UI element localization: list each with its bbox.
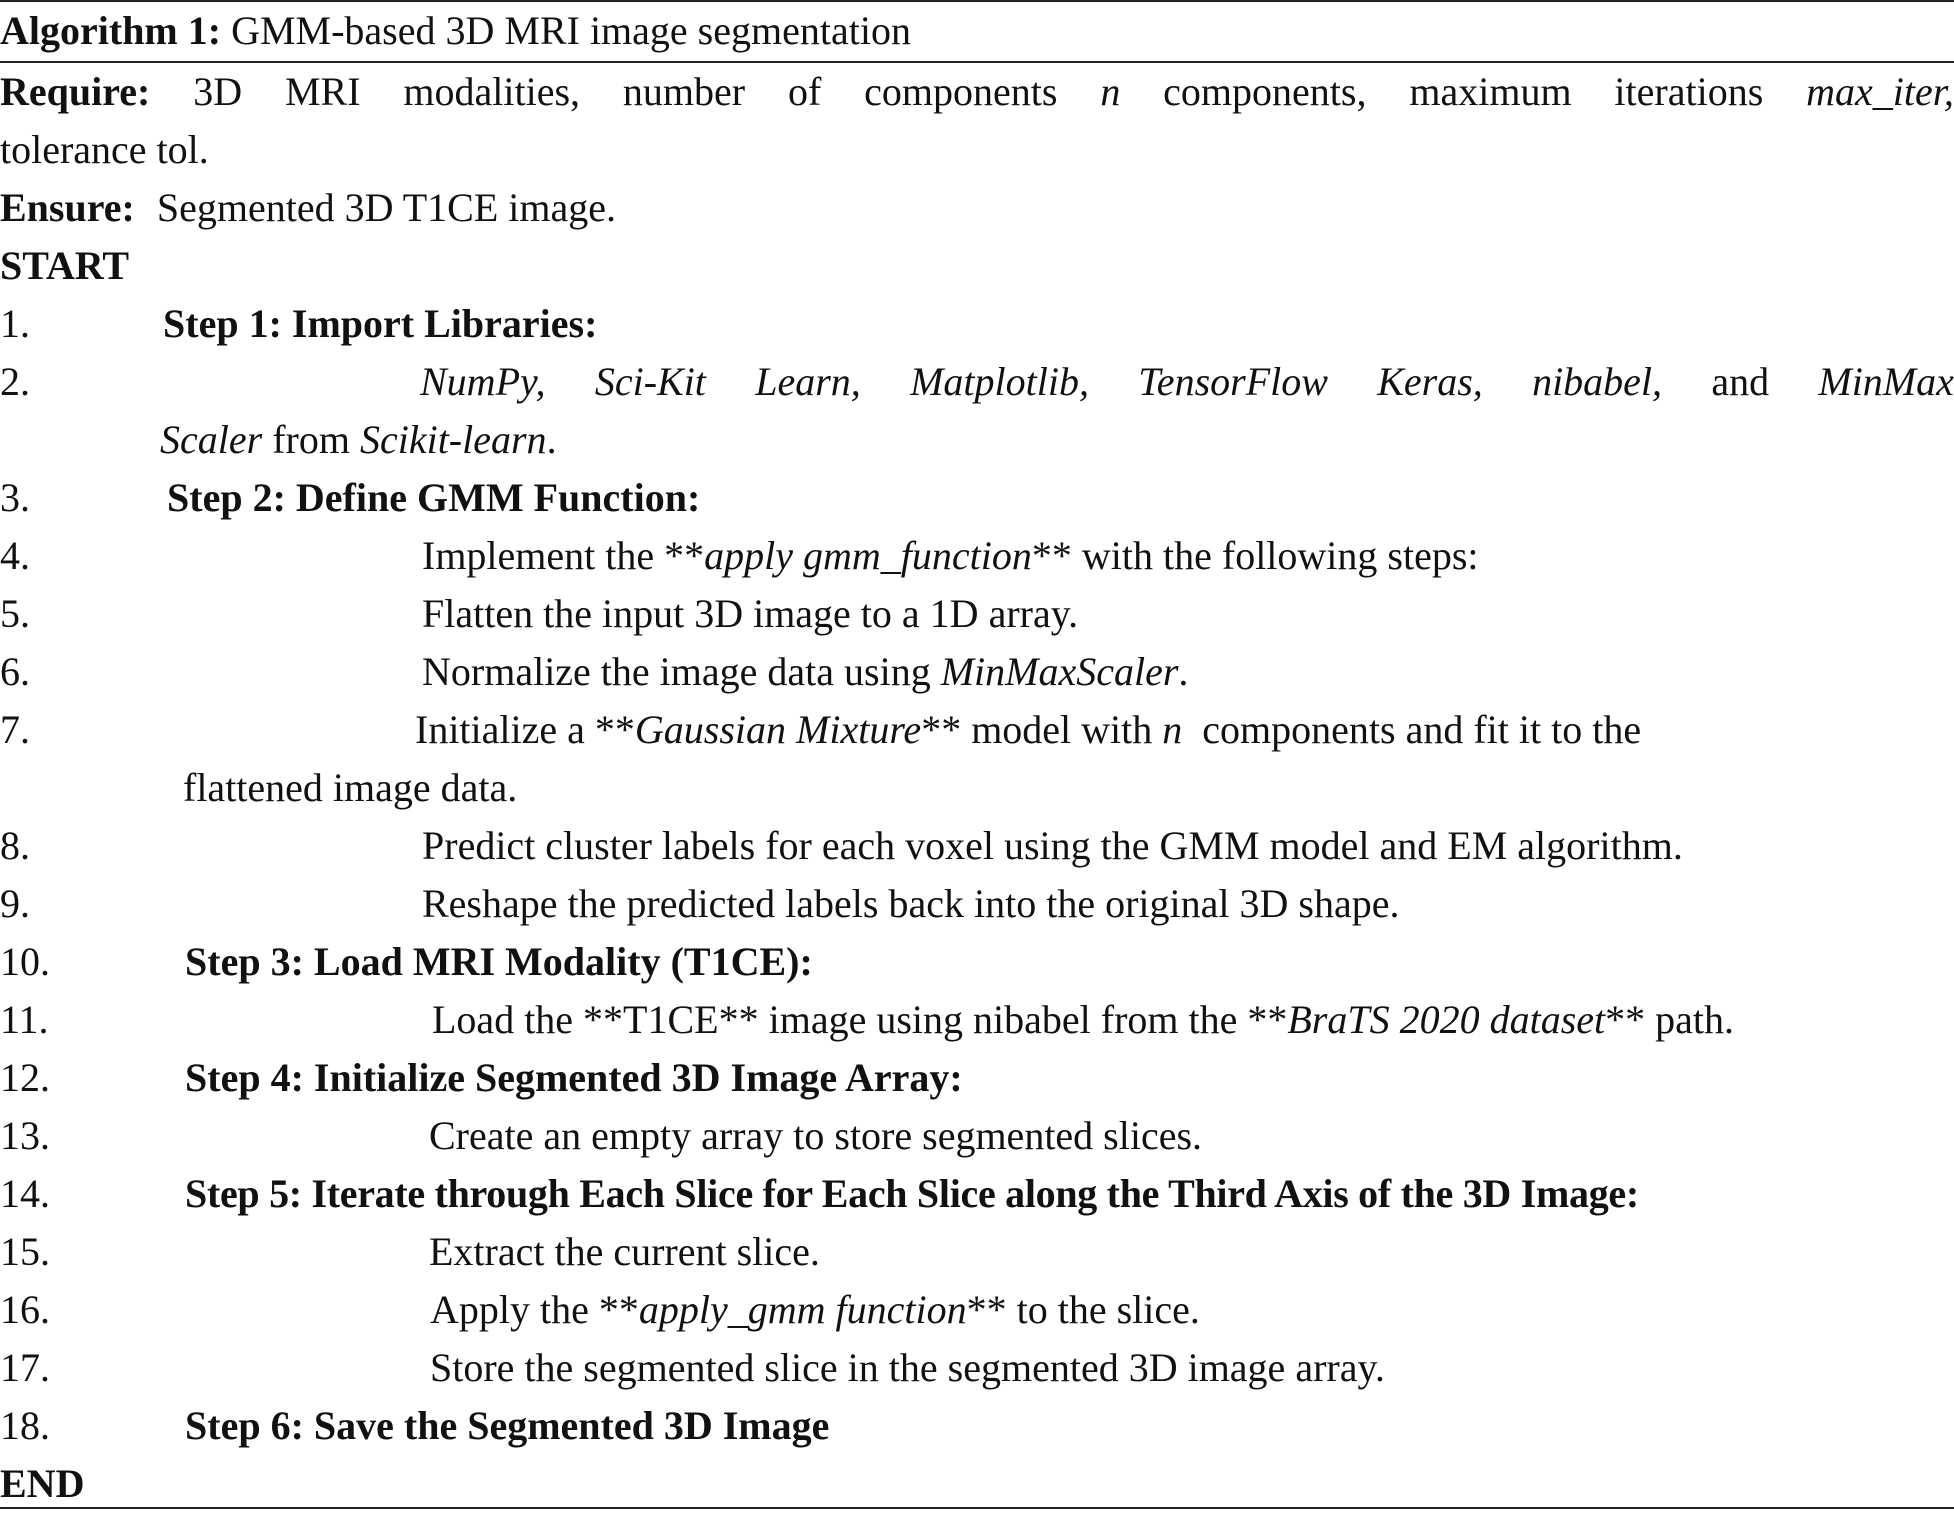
- start-label: START: [0, 243, 130, 288]
- step-line-2: [0, 353, 1954, 411]
- algorithm-label: Algorithm 1:: [0, 8, 222, 53]
- library-name: Matplotlib,: [910, 359, 1089, 404]
- line-number: 2.: [0, 359, 30, 404]
- step-text-continuation: flattened image data.: [183, 765, 518, 810]
- step-line-3: [0, 469, 1954, 527]
- require-word: number: [622, 69, 746, 114]
- text-part: Initialize a **: [415, 707, 635, 752]
- function-name: apply_gmm function: [638, 1287, 967, 1332]
- require-word-n: n: [1100, 69, 1121, 114]
- line-number: 15.: [0, 1229, 50, 1274]
- line-number: 1.: [0, 301, 30, 346]
- line-number: 9.: [0, 881, 30, 926]
- scaler-name: MinMaxScaler: [940, 649, 1179, 694]
- step-line-13: [0, 1107, 1954, 1165]
- require-word: iterations: [1614, 69, 1764, 114]
- bottom-rule: [0, 1507, 1954, 1509]
- line-number: 16.: [0, 1287, 50, 1332]
- line-number: 4.: [0, 533, 30, 578]
- step-line-12: [0, 1049, 1954, 1107]
- require-word: maximum: [1409, 69, 1572, 114]
- ensure-label: Ensure:: [0, 185, 135, 230]
- require-line-2: [0, 121, 1954, 179]
- line-number: 13.: [0, 1113, 50, 1158]
- step-line-9: [0, 875, 1954, 933]
- step-text: Store the segmented slice in the segmented 3D image array.: [430, 1345, 1385, 1390]
- step-text: Predict cluster labels for each voxel using the GMM model and EM algorithm.: [422, 823, 1683, 868]
- line-number: 14.: [0, 1171, 50, 1216]
- require-label: Require:: [0, 69, 151, 114]
- libraries-list: [420, 353, 1954, 411]
- conjunction: and: [1711, 359, 1770, 404]
- period: .: [1178, 649, 1189, 694]
- text-part: ** path.: [1605, 997, 1735, 1042]
- step-line-5: [0, 585, 1954, 643]
- period: .: [546, 417, 557, 462]
- require-word-max-iter: max_iter,: [1806, 69, 1954, 114]
- library-name: Scikit-learn: [359, 417, 547, 462]
- step-text: Reshape the predicted labels back into the original 3D shape.: [422, 881, 1400, 926]
- step-line-2-cont: [0, 411, 1954, 469]
- step-line-18: [0, 1397, 1954, 1455]
- end-label: END: [0, 1461, 85, 1506]
- line-number: 7.: [0, 707, 30, 752]
- library-name: Keras,: [1377, 359, 1483, 404]
- step-line-15: [0, 1223, 1954, 1281]
- text-part: ** model with: [921, 707, 1163, 752]
- require-word: MRI: [284, 69, 361, 114]
- step-heading: Step 1: Import Libraries:: [163, 301, 598, 346]
- line-number: 11.: [0, 997, 49, 1042]
- text-part: ** to the slice.: [966, 1287, 1200, 1332]
- step-text: Flatten the input 3D image to a 1D array.: [422, 591, 1079, 636]
- library-name: TensorFlow: [1138, 359, 1328, 404]
- library-name: nibabel,: [1532, 359, 1663, 404]
- text-part: components and fit it to the: [1182, 707, 1642, 752]
- library-name: Sci-Kit: [594, 359, 706, 404]
- step-line-7: [0, 701, 1954, 759]
- line-number: 5.: [0, 591, 30, 636]
- line-number: 17.: [0, 1345, 50, 1390]
- line-number: 10.: [0, 939, 50, 984]
- step-line-8: [0, 817, 1954, 875]
- require-line-1: [0, 63, 1954, 121]
- step-line-14: [0, 1165, 1954, 1223]
- step-heading: Step 4: Initialize Segmented 3D Image Array:: [185, 1055, 963, 1100]
- step-heading: Step 2: Define GMM Function:: [167, 475, 701, 520]
- from-text: from: [262, 417, 360, 462]
- step-text: [422, 643, 1188, 701]
- algorithm-caption: [0, 2, 1954, 60]
- step-line-4: [0, 527, 1954, 585]
- text-part: Implement the **: [422, 533, 705, 578]
- require-word: of: [787, 69, 822, 114]
- library-name: Learn,: [755, 359, 861, 404]
- line-number: 8.: [0, 823, 30, 868]
- ensure-text: Segmented 3D T1CE image.: [156, 185, 617, 230]
- algorithm-title: GMM-based 3D MRI image segmentation: [231, 8, 911, 53]
- line-number: 12.: [0, 1055, 50, 1100]
- variable-n: n: [1162, 707, 1183, 752]
- require-justified: [0, 63, 1954, 121]
- step-line-11: [0, 991, 1954, 1049]
- step-line-10: [0, 933, 1954, 991]
- step-heading: Step 5: Iterate through Each Slice for Each Slice along the Third Axis of the 3D Image:: [185, 1171, 1639, 1216]
- require-word: components,: [1163, 69, 1367, 114]
- step-text: Create an empty array to store segmented slices.: [429, 1113, 1203, 1158]
- ensure-line: [0, 179, 1954, 237]
- step-line-7-cont: [0, 759, 1954, 817]
- text-part: Apply the **: [430, 1287, 639, 1332]
- require-word: components: [864, 69, 1058, 114]
- require-word: modalities,: [403, 69, 581, 114]
- step-line-16: [0, 1281, 1954, 1339]
- step-line-1: [0, 295, 1954, 353]
- require-continuation: tolerance tol.: [0, 127, 209, 172]
- step-text: [415, 701, 1641, 759]
- step-text: Extract the current slice.: [429, 1229, 820, 1274]
- step-text: [432, 991, 1734, 1049]
- step-heading: Step 6: Save the Segmented 3D Image: [185, 1403, 830, 1448]
- function-name: apply gmm_function: [704, 533, 1032, 578]
- text-part: ** with the following steps:: [1031, 533, 1479, 578]
- library-name: MinMax: [1818, 359, 1954, 404]
- libraries-continuation: [160, 411, 557, 469]
- step-text: [422, 527, 1479, 585]
- line-number: 18.: [0, 1403, 50, 1448]
- step-line-17: [0, 1339, 1954, 1397]
- line-number: 6.: [0, 649, 30, 694]
- require-word: 3D: [193, 69, 243, 114]
- model-name: Gaussian Mixture: [634, 707, 922, 752]
- library-name: Scaler: [160, 417, 263, 462]
- library-name: NumPy,: [420, 359, 546, 404]
- step-line-6: [0, 643, 1954, 701]
- step-text: [430, 1281, 1200, 1339]
- step-heading: Step 3: Load MRI Modality (T1CE):: [185, 939, 813, 984]
- line-number: 3.: [0, 475, 30, 520]
- text-part: Load the **T1CE** image using nibabel from the **: [432, 997, 1288, 1042]
- dataset-name: BraTS 2020 dataset: [1287, 997, 1606, 1042]
- text-part: Normalize the image data using: [422, 649, 941, 694]
